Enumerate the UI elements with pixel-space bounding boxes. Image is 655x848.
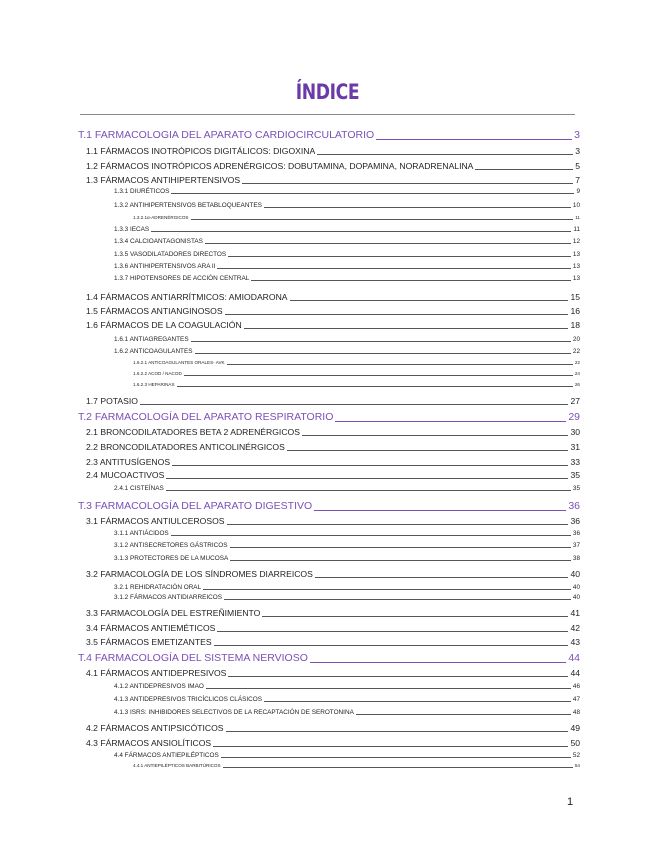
toc-entry-page: 5 — [575, 161, 580, 171]
toc-entry — [86, 570, 580, 579]
toc-entry — [86, 471, 580, 480]
toc-entry — [114, 227, 580, 233]
title-divider — [80, 114, 575, 115]
toc-leader-line — [191, 341, 571, 342]
toc-entry-page: 16 — [570, 306, 580, 316]
toc-leader-line — [166, 490, 571, 491]
page-title: ÍNDICE — [295, 80, 360, 104]
toc-entry-label: 1.6.1 ANTIAGREGANTES — [114, 336, 189, 343]
toc-entry-page: 10 — [572, 202, 580, 209]
toc-leader-line — [475, 169, 573, 170]
toc-entry-page: 49 — [570, 723, 580, 733]
toc-leader-line — [230, 560, 571, 561]
toc-entry-label: 1.6.2.2 ACOD / NACOD — [133, 371, 182, 376]
toc-entry-label: 1.7 POTASIO — [86, 396, 138, 406]
toc-entry — [86, 609, 580, 618]
toc-entry-label: 3.1.2 ANTISECRETORES GÁSTRICOS — [114, 542, 228, 549]
toc-entry-label: 1.1 FÁRMACOS INOTRÓPICOS DIGITÁLICOS: DIGOXINA — [86, 146, 316, 156]
toc-entry — [86, 443, 580, 452]
toc-leader-line — [376, 139, 572, 140]
page-number: 1 — [567, 796, 574, 808]
toc-entry-page: 31 — [570, 442, 580, 452]
toc-entry-page: 3 — [575, 146, 580, 156]
toc-entry — [86, 669, 580, 678]
toc-entry-label: 4.1.2 ANTIDEPRESIVOS IMAO — [114, 683, 204, 690]
toc-entry — [86, 428, 580, 437]
toc-entry-label: 2.1 BRONCODILATADORES BETA 2 ADRENÉRGICOS — [86, 427, 300, 437]
toc-entry — [86, 517, 580, 526]
toc-entry-page: 48 — [572, 709, 580, 716]
toc-entry-label: T.3 FARMACOLOGÍA DEL APARATO DIGESTIVO — [78, 500, 313, 512]
toc-entry-page: 40 — [570, 569, 580, 579]
toc-entry-page: 42 — [570, 623, 580, 633]
toc-entry-label: 1.3.7 HIPOTENSORES DE ACCIÓN CENTRAL — [114, 275, 250, 282]
toc-entry-label: 4.1.3 ISRS: INHIBIDORES SELECTIVOS DE LA RECAPTACIÓN DE SEROTONINA — [114, 709, 354, 716]
toc-leader-line — [172, 465, 568, 466]
toc-leader-line — [317, 154, 573, 155]
toc-leader-line — [171, 535, 571, 536]
toc-entry-page: 11 — [573, 226, 580, 233]
toc-entry-page: 7 — [575, 175, 580, 185]
toc-entry-label: 1.3.2.1α-ADRENÉRGICOS — [133, 215, 189, 220]
toc-entry-page: 27 — [570, 396, 580, 406]
toc-entry — [86, 397, 580, 406]
toc-entry-page: 11 — [575, 215, 580, 220]
toc-entry-page: 54 — [574, 763, 580, 768]
toc-entry — [114, 203, 580, 209]
toc-entry-label: 1.6 FÁRMACOS DE LA COAGULACIÓN — [86, 320, 242, 330]
toc-leader-line — [206, 688, 571, 689]
toc-entry-page: 36 — [570, 516, 580, 526]
toc-leader-line — [264, 207, 571, 208]
toc-entry — [114, 337, 580, 343]
toc-entry-page: 18 — [570, 320, 580, 330]
toc-entry-label: T.4 FARMACOLOGÍA DEL SISTEMA NERVIOSO — [78, 652, 308, 664]
toc-entry-page: 35 — [572, 485, 580, 492]
toc-entry-page: 35 — [570, 470, 580, 480]
toc-entry-page: 22 — [574, 360, 580, 365]
toc-entry-label: 2.3 ANTITUSÍGENOS — [86, 457, 171, 467]
toc-leader-line — [264, 701, 571, 702]
toc-leader-line — [214, 645, 569, 646]
toc-leader-line — [213, 746, 568, 747]
toc-entry-label: T.1 FARMACOLOGIA DEL APARATO CARDIOCIRCULATORIO — [78, 129, 375, 141]
toc-entry-page: 40 — [572, 584, 580, 591]
toc-entry-page: 20 — [572, 336, 580, 343]
toc-entry — [86, 162, 580, 171]
toc-entry-label: 1.3.5 VASODILATADORES DIRECTOS — [114, 251, 227, 258]
toc-entry — [114, 486, 580, 492]
toc-entry — [86, 638, 580, 647]
toc-entry-label: T.2 FARMACOLOGÍA DEL APARATO RESPIRATORIO — [78, 411, 334, 423]
toc-entry — [133, 383, 580, 388]
toc-leader-line — [227, 524, 569, 525]
toc-entry — [114, 189, 580, 195]
toc-leader-line — [177, 386, 573, 387]
toc-entry-label: 1.6.2.3 HEPARINAS — [133, 382, 175, 387]
toc-entry-label: 4.4.1 ANTIEPILÉPTICOS BARBITÚRICOS — [133, 763, 221, 768]
toc-chapter — [78, 653, 580, 664]
toc-entry-label: 1.5 FÁRMACOS ANTIANGINOSOS — [86, 306, 223, 316]
toc-entry-page: 46 — [572, 683, 580, 690]
toc-entry-page: 33 — [570, 457, 580, 467]
toc-leader-line — [310, 662, 566, 663]
toc-entry-page: 36 — [568, 500, 580, 512]
toc-leader-line — [195, 353, 571, 354]
toc-entry — [114, 595, 580, 601]
toc-entry-page: 41 — [570, 608, 580, 618]
toc-entry-label: 4.1 FÁRMACOS ANTIDEPRESIVOS — [86, 668, 227, 678]
toc-leader-line — [244, 328, 569, 329]
toc-entry-page: 38 — [572, 555, 580, 562]
toc-entry-page: 13 — [572, 251, 580, 258]
toc-entry — [86, 624, 580, 633]
toc-leader-line — [224, 599, 571, 600]
toc-entry — [114, 264, 580, 270]
toc-entry-page: 12 — [572, 238, 580, 245]
toc-leader-line — [217, 268, 570, 269]
toc-leader-line — [228, 676, 568, 677]
toc-leader-line — [314, 510, 566, 511]
toc-leader-line — [151, 231, 571, 232]
toc-entry — [114, 543, 580, 549]
toc-entry — [114, 556, 580, 562]
toc-entry — [133, 764, 580, 769]
toc-entry-label: 2.4 MUCOACTIVOS — [86, 470, 165, 480]
toc-chapter — [78, 130, 580, 141]
toc-entry-label: 4.2 FÁRMACOS ANTIPSICÓTICOS — [86, 723, 224, 733]
toc-entry-page: 29 — [568, 411, 580, 423]
toc-leader-line — [242, 183, 573, 184]
toc-leader-line — [221, 757, 571, 758]
toc-leader-line — [226, 731, 569, 732]
toc-leader-line — [205, 243, 571, 244]
toc-entry-label: 3.2 FARMACOLOGÍA DE LOS SÍNDROMES DIARREICOS — [86, 569, 313, 579]
toc-chapter — [78, 501, 580, 512]
toc-leader-line — [225, 314, 569, 315]
toc-entry — [114, 753, 580, 759]
toc-entry — [86, 321, 580, 330]
toc-leader-line — [217, 631, 568, 632]
toc-entry-page: 13 — [572, 275, 580, 282]
toc-leader-line — [230, 547, 571, 548]
toc-entry-page: 22 — [572, 348, 580, 355]
toc-leader-line — [262, 616, 568, 617]
toc-entry-label: 1.3.1 DIURÉTICOS — [114, 188, 170, 195]
toc-entry-page: 26 — [574, 382, 580, 387]
toc-leader-line — [315, 577, 569, 578]
toc-entry-label: 1.3.3 IECAS — [114, 226, 150, 233]
toc-leader-line — [140, 404, 569, 405]
toc-entry-page: 9 — [576, 188, 580, 195]
toc-entry-label: 1.3 FÁRMACOS ANTIHIPERTENSIVOS — [86, 175, 241, 185]
toc-leader-line — [203, 589, 571, 590]
toc-entry-label: 4.1.3 ANTIDEPRESIVOS TRICÍCLICOS CLÁSICOS — [114, 696, 262, 703]
toc-leader-line — [184, 375, 573, 376]
toc-entry-page: 52 — [572, 752, 580, 759]
toc-entry-page: 44 — [568, 652, 580, 664]
toc-entry-page: 13 — [572, 263, 580, 270]
toc-entry-page: 3 — [574, 129, 580, 141]
toc-entry — [133, 361, 580, 366]
toc-entry-label: 3.1.1 ANTIÁCIDOS — [114, 530, 169, 537]
toc-entry — [86, 176, 580, 185]
toc-leader-line — [228, 256, 571, 257]
toc-entry-label: 1.3.4 CALCIOANTAGONISTAS — [114, 238, 203, 245]
toc-entry-page: 30 — [570, 427, 580, 437]
toc-entry — [114, 239, 580, 245]
toc-entry-label: 2.4.1 CISTEÍNAS — [114, 485, 164, 492]
toc-entry-page: 37 — [572, 542, 580, 549]
toc-entry — [86, 724, 580, 733]
toc-leader-line — [171, 193, 574, 194]
toc-entry-label: 1.3.6 ANTIHIPERTENSIVOS ARA II — [114, 263, 216, 270]
toc-entry — [114, 349, 580, 355]
toc-leader-line — [191, 219, 574, 220]
toc-leader-line — [356, 714, 571, 715]
toc-entry-label: 1.4 FÁRMACOS ANTIARRÍTMICOS: AMIODARONA — [86, 292, 288, 302]
toc-entry — [133, 372, 580, 377]
toc-entry-label: 1.2 FÁRMACOS INOTRÓPICOS ADRENÉRGICOS: DOBUTAMINA, DOPAMINA, NORADRENALINA — [86, 161, 474, 171]
toc-entry-label: 3.2.1 REHIDRATACIÓN ORAL — [114, 584, 202, 591]
toc-entry — [86, 147, 580, 156]
toc-entry — [114, 276, 580, 282]
toc-entry — [86, 458, 580, 467]
toc-entry — [114, 684, 580, 690]
toc-entry-page: 36 — [572, 530, 580, 537]
toc-entry-page: 47 — [572, 696, 580, 703]
toc-entry-label: 2.2 BRONCODILATADORES ANTICOLINÉRGICOS — [86, 442, 285, 452]
toc-leader-line — [251, 280, 571, 281]
toc-leader-line — [227, 364, 573, 365]
toc-entry — [86, 739, 580, 748]
toc-entry-page: 15 — [570, 292, 580, 302]
toc-entry — [114, 710, 580, 716]
toc-entry — [86, 307, 580, 316]
toc-entry-page: 44 — [570, 668, 580, 678]
toc-entry-label: 3.5 FÁRMACOS EMETIZANTES — [86, 637, 212, 647]
toc-entry-label: 3.1.2 FÁRMACOS ANTIDIARREICOS — [114, 594, 222, 601]
toc-leader-line — [335, 421, 566, 422]
toc-entry-label: 1.6.2 ANTICOAGULANTES — [114, 348, 193, 355]
toc-leader-line — [302, 435, 568, 436]
toc-entry — [114, 252, 580, 258]
toc-leader-line — [287, 450, 569, 451]
toc-entry-label: 1.3.2 ANTIHIPERTENSIVOS BETABLOQUEANTES — [114, 202, 262, 209]
toc-entry-label: 3.3 FARMACOLOGÍA DEL ESTREÑIMIENTO — [86, 608, 261, 618]
toc-entry-label: 3.1.3 PROTECTORES DE LA MUCOSA — [114, 555, 229, 562]
toc-entry-page: 50 — [570, 738, 580, 748]
toc-leader-line — [166, 478, 568, 479]
toc-entry — [114, 697, 580, 703]
toc-leader-line — [290, 300, 569, 301]
toc-entry-page: 43 — [570, 637, 580, 647]
toc-entry — [114, 585, 580, 591]
toc-chapter — [78, 412, 580, 423]
toc-entry-label: 4.3 FÁRMACOS ANSIOLÍTICOS — [86, 738, 212, 748]
toc-entry-page: 40 — [572, 594, 580, 601]
toc-entry-label: 3.1 FÁRMACOS ANTIULCEROSOS — [86, 516, 225, 526]
toc-entry-label: 3.4 FÁRMACOS ANTIEMÉTICOS — [86, 623, 216, 633]
toc-entry-page: 24 — [574, 371, 580, 376]
toc-entry — [86, 293, 580, 302]
toc-entry — [133, 216, 580, 221]
toc-leader-line — [223, 767, 573, 768]
toc-entry-label: 1.6.2.1 ANTICOAGULANTES ORALES- AVK — [133, 360, 225, 365]
toc-entry — [114, 531, 580, 537]
toc-entry-label: 4.4 FÁRMACOS ANTIEPILÉPTICOS — [114, 752, 219, 759]
